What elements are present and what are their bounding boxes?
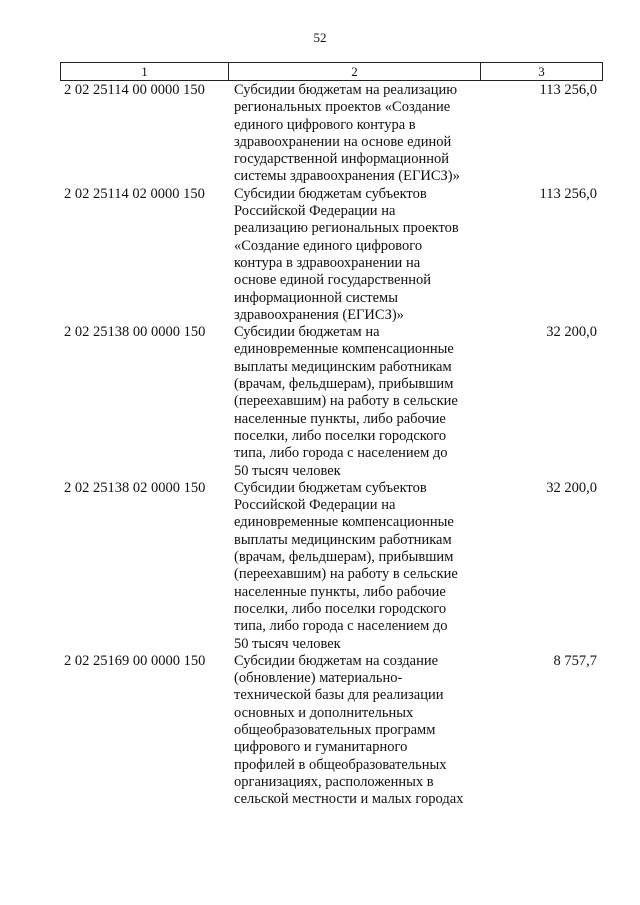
table-body [60,82,603,808]
column-header-2: 2 [229,63,481,80]
table-header [60,62,603,81]
budget-code: 2 02 25114 00 0000 150 [64,82,205,98]
page-number: 52 [313,30,327,45]
row-amount: 32 200,0 [546,324,597,341]
column-header-1: 1 [61,63,229,80]
budget-code: 2 02 25138 02 0000 150 [64,479,206,496]
table-row [60,653,603,809]
budget-code: 2 02 25138 00 0000 150 [64,324,206,341]
row-description: Субсидии бюджетам субъектов Российской Федерации на реализацию региональных проектов «Создание единого цифрового контура в здравоохранении на основе единой государственной информационной системы здравоохранения (ЕГИСЗ)» [234,185,459,323]
row-description: Субсидии бюджетам на реализацию региональных проектов «Создание единого цифрового контура в здравоохранении на основе единой государственной информационной системы здравоохранения (ЕГИСЗ)» [234,82,460,185]
row-description: Субсидии бюджетам на единовременные компенсационные выплаты медицинским работникам (врачам, фельдшерам), прибывшим (переехавшим) на работу в сельские населенные пункты, либо рабочие поселки, либо поселки городского типа, либо города с населением до 50 тысяч человек [234,324,458,479]
table-row [60,186,603,324]
row-amount: 113 256,0 [539,82,597,98]
row-amount: 32 200,0 [546,479,597,496]
table-row [60,324,603,480]
budget-code: 2 02 25114 02 0000 150 [64,185,205,202]
budget-code: 2 02 25169 00 0000 150 [64,652,206,669]
table-row [60,82,603,186]
row-amount: 8 757,7 [553,652,597,669]
table-row [60,480,603,653]
column-header-3: 3 [538,64,545,79]
row-description: Субсидии бюджетам субъектов Российской Федерации на единовременные компенсационные выплаты медицинским работникам (врачам, фельдшерам), прибывшим (переехавшим) на работу в сельские населенные пункты, либо рабочие поселки, либо поселки городского типа, либо города с населением до 50 тысяч человек [234,479,458,652]
row-amount: 113 256,0 [539,185,597,202]
row-description: Субсидии бюджетам на создание (обновление) материально- технической базы для реализации основных и дополнительных общеобразовательных программ цифрового и гуманитарного профилей в общеобразовательных организациях, расположенных в сельской местности и малых городах [234,652,464,808]
